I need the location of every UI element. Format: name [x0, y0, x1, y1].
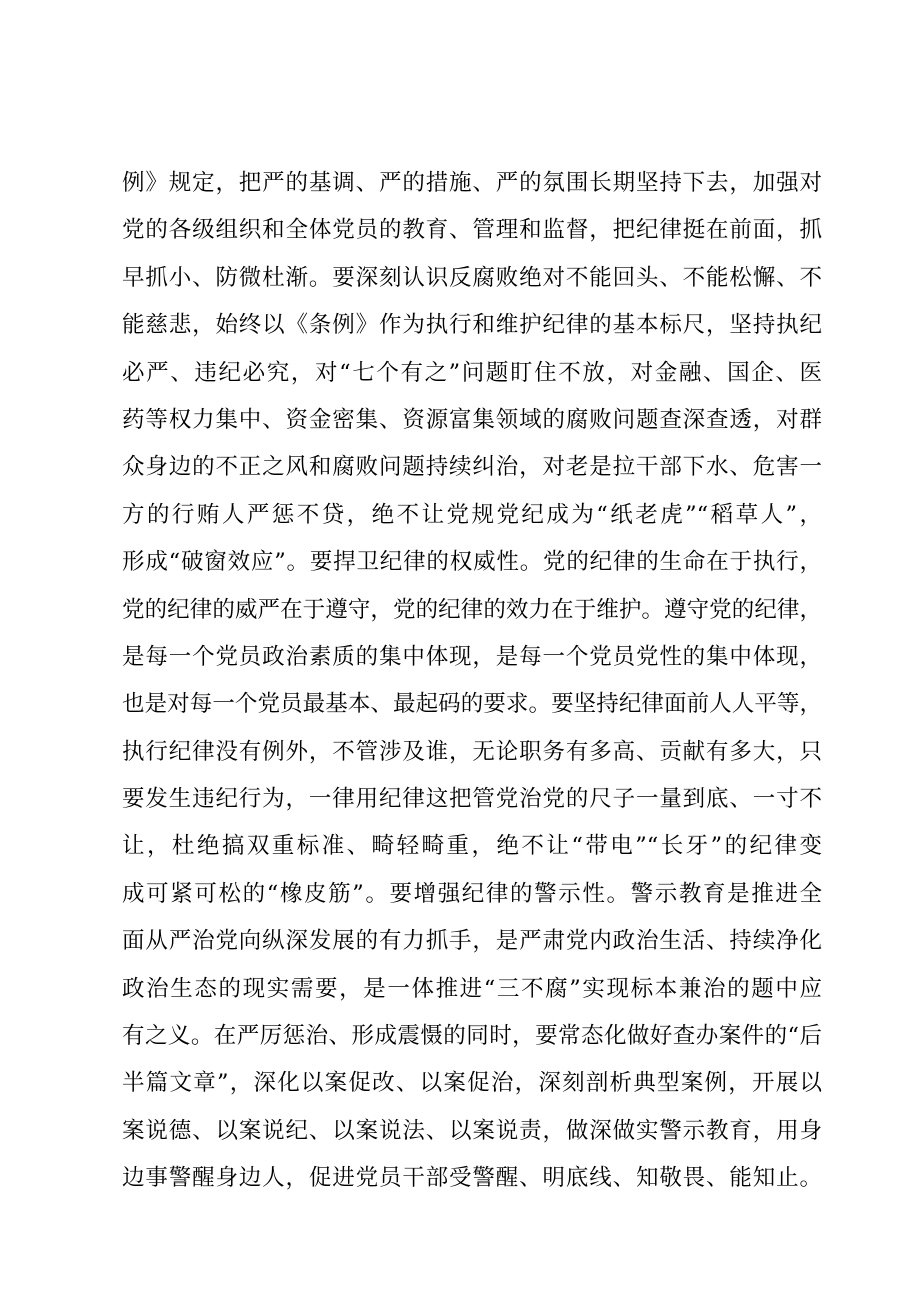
text-line: 也是对每一个党员最基本、最起码的要求。要坚持纪律面前人人平等，: [122, 691, 822, 718]
text-line: 党的纪律的威严在于遵守，党的纪律的效力在于维护。遵守党的纪律，: [122, 596, 822, 623]
text-line: 边事警醒身边人，促进党员干部受警醒、明底线、知敬畏、能知止。: [122, 1165, 822, 1192]
text-line: 药等权力集中、资金密集、资源富集领域的腐败问题查深查透，对群: [122, 406, 822, 433]
text-line: 半篇文章”，深化以案促改、以案促治，深刻剖析典型案例，开展以: [122, 1070, 822, 1097]
text-line: 必严、违纪必究，对“七个有之”问题盯住不放，对金融、国企、医: [122, 359, 822, 386]
text-line: 例》规定，把严的基调、严的措施、严的氛围长期坚持下去，加强对: [122, 170, 822, 196]
text-line: 有之义。在严厉惩治、形成震慑的同时，要常态化做好查办案件的“后: [122, 1023, 822, 1050]
text-line: 形成“破窗效应”。要捍卫纪律的权威性。党的纪律的生命在于执行，: [122, 549, 822, 576]
text-line: 让，杜绝搞双重标准、畸轻畸重，绝不让“带电”“长牙”的纪律变: [122, 833, 822, 860]
text-line: 执行纪律没有例外，不管涉及谁，无论职务有多高、贡献有多大，只: [122, 738, 822, 765]
text-line: 案说德、以案说纪、以案说法、以案说责，做深做实警示教育，用身: [122, 1117, 822, 1144]
text-line: 党的各级组织和全体党员的教育、管理和监督，把纪律挺在前面，抓: [122, 217, 822, 244]
text-line: 早抓小、防微杜渐。要深刻认识反腐败绝对不能回头、不能松懈、不: [122, 264, 822, 291]
text-line: 面从严治党向纵深发展的有力抓手，是严肃党内政治生活、持续净化: [122, 928, 822, 955]
text-line: 众身边的不正之风和腐败问题持续纠治，对老是拉干部下水、危害一: [122, 454, 822, 481]
text-line: 能慈悲，始终以《条例》作为执行和维护纪律的基本标尺，坚持执纪: [122, 312, 822, 339]
text-line: 要发生违纪行为，一律用纪律这把管党治党的尺子一量到底、一寸不: [122, 786, 822, 813]
body-paragraph: [122, 160, 822, 1203]
text-line: 是每一个党员政治素质的集中体现，是每一个党员党性的集中体现，: [122, 643, 822, 670]
text-line: 方的行贿人严惩不贷，绝不让党规党纪成为“纸老虎”“稻草人”，: [122, 501, 822, 528]
text-line: 政治生态的现实需要，是一体推进“三不腐”实现标本兼治的题中应: [122, 975, 822, 1002]
text-line: 成可紧可松的“橡皮筋”。要增强纪律的警示性。警示教育是推进全: [122, 880, 822, 907]
